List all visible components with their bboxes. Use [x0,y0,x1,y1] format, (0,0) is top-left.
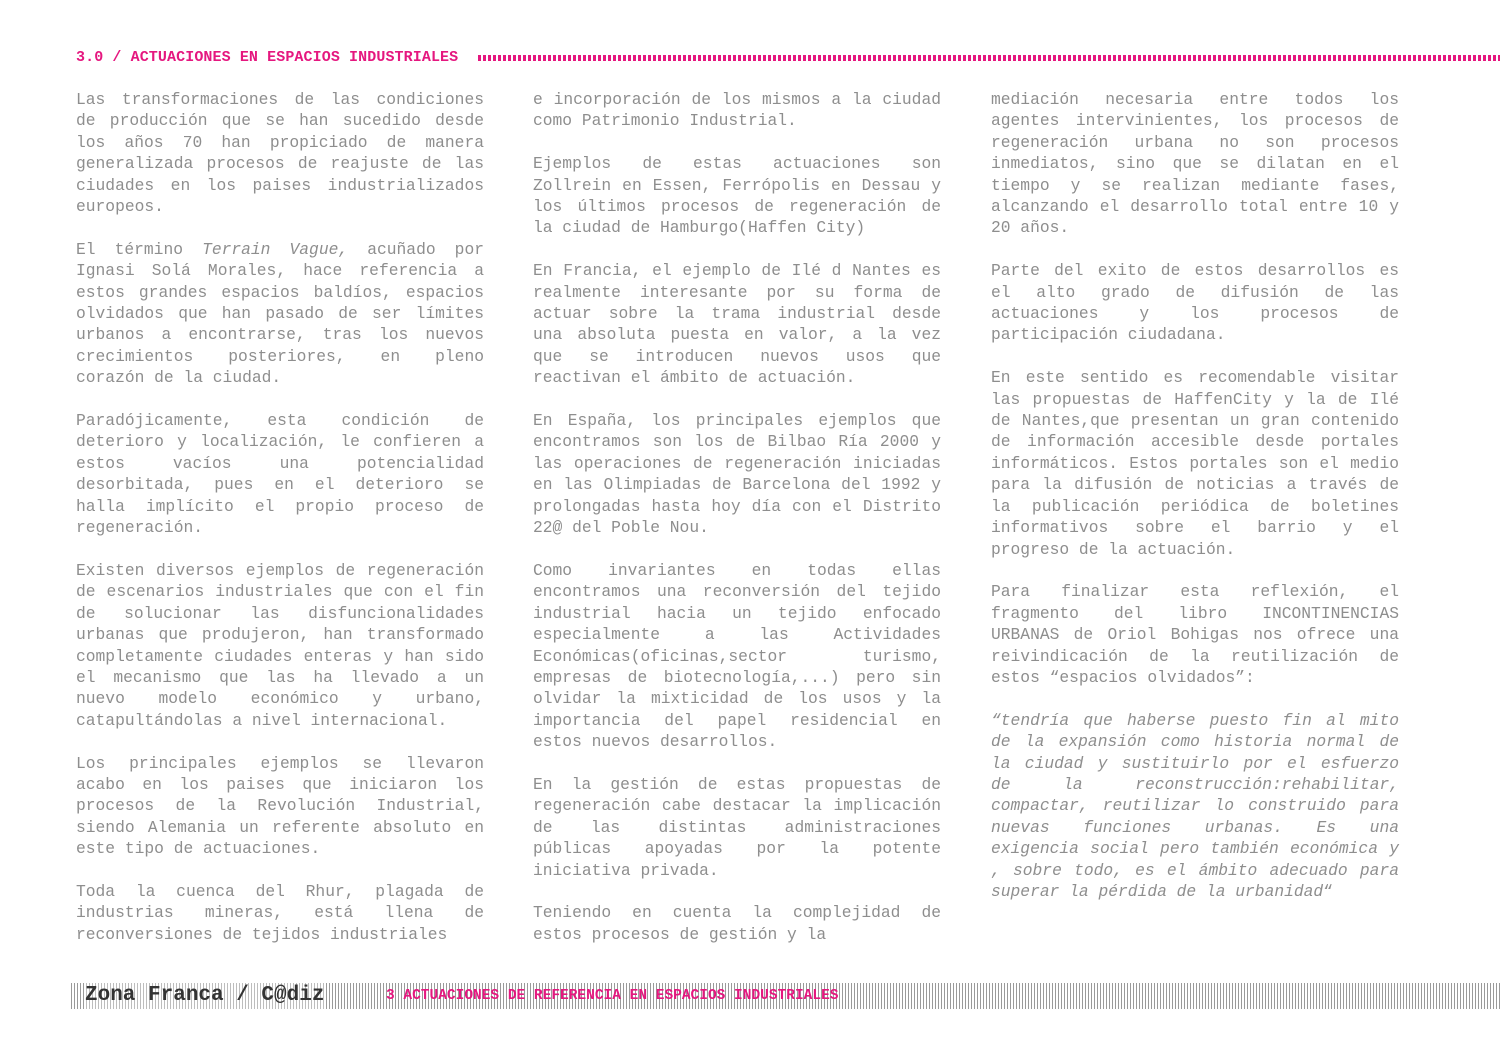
quote-block [991,710,1399,903]
paragraph: En Francia, el ejemplo de Ilé d Nantes es realmente interesante por su forma de actuar sobre la trama industrial desde una absoluta puesta en valor, a la vez que se introducen nuevos usos que reactivan el ámbito de actuación. [533,261,941,388]
footer-project-label: Zona Franca / C@diz [85,984,325,1007]
footer-section-label: 3 ACTUACIONES DE REFERENCIA EN ESPACIOS INDUSTRIALES [386,988,839,1004]
paragraph: En la gestión de estas propuestas de regeneración cabe destacar la implicación de las distintas administraciones públicas apoyadas por la potente iniciativa privada. [533,774,941,880]
text-column-1 [76,89,484,967]
term-emphasis: Terrain Vague, [202,239,349,259]
paragraph: Para finalizar esta reflexión, el fragmento del libro INCONTINENCIAS URBANAS de Oriol Bohigas nos ofrece una reivindicación de la reutilización de estos “espacios olvidados”: [991,582,1399,687]
paragraph: Existen diversos ejemplos de regeneración de escenarios industriales que con el fin de solucionar las disfuncionalidades urbanas que produjeron, han transformado completamente ciudades enteras y han sido el mecanismo que las ha llevado a un nuevo modelo económico y urbano, catapultándolas a nivel internacional. [76,560,484,730]
quote-text: tendría que haberse puesto fin al mito de la expansión como historia normal de la ciudad y sustituirlo por el esfuerzo de la reconstrucción:rehabilitar, compactar, reutilizar lo construido para nuevas funciones urbanas. Es una exigencia social pero también económica y , sobre todo, es el ámbito adecuado para superar la pérdida de la urbanidad [991,710,1399,901]
text-column-3 [991,89,1399,924]
page-footer [71,983,1500,1009]
paragraph: En España, los principales ejemplos que encontramos son los de Bilbao Ría 2000 y las operaciones de regeneración iniciadas en las Olimpiadas de Barcelona del 1992 y prolongadas hasta hoy día con el Distrito 22@ del Poble Nou. [533,411,941,538]
paragraph: Parte del exito de estos desarrollos es el alto grado de difusión de las actuaciones y los procesos de participación ciudadana. [991,261,1399,345]
quote-close-mark: “ [1323,881,1333,901]
paragraph: Los principales ejemplos se llevaron acabo en los paises que iniciaron los procesos de la Revolución Industrial, siendo Alemania un referente absoluto en este tipo de actuaciones. [76,753,484,859]
page-header [76,44,1500,70]
paragraph: Las transformaciones de las condiciones de producción que se han sucedido desde los años 70 han propiciado de manera generalizada procesos de reajuste de las ciudades en los paises industrializados europeos. [76,90,484,217]
paragraph: Toda la cuenca del Rhur, plagada de industrias mineras, está llena de reconversiones de tejidos industriales [76,881,484,944]
paragraph-text: acuñado por Ignasi Solá Morales, hace referencia a estos grandes espacios baldíos, espacios olvidados que han pasado de ser límites urbanos a encontrarse, tras los nuevos crecimientos posteriores, en pleno corazón de la ciudad. [76,239,484,388]
paragraph: Paradójicamente, esta condición de deterioro y localización, le confieren a estos vacíos una potencialidad desorbitada, pues en el deterioro se halla implícito el propio proceso de regeneración. [76,411,484,538]
paragraph [76,239,484,389]
text-column-2 [533,89,941,967]
section-title: 3.0 / ACTUACIONES EN ESPACIOS INDUSTRIALES [76,48,459,66]
header-dotted-rule [478,55,1500,61]
quote-open-mark: “ [991,710,1001,730]
paragraph-text: El término [76,239,203,259]
paragraph: Como invariantes en todas ellas encontramos una reconversión del tejido industrial hacia un tejido enfocado especialmente a las Actividades Económicas(oficinas,sector turismo, empresas de biotecnología,...) pero sin olvidar la mixticidad de los usos y la importancia del papel residencial en estos nuevos desarrollos. [533,560,941,752]
paragraph: Ejemplos de estas actuaciones son Zollrein en Essen, Ferrópolis en Dessau y los últimos procesos de regeneración de la ciudad de Hamburgo(Haffen City) [533,154,941,238]
paragraph: Teniendo en cuenta la complejidad de estos procesos de gestión y la [533,903,941,944]
paragraph: e incorporación de los mismos a la ciudad como Patrimonio Industrial. [533,90,941,131]
paragraph: En este sentido es recomendable visitar las propuestas de HaffenCity y la de Ilé de Nantes,que presentan un gran contenido de información accesible desde portales informáticos. Estos portales son el medio para la difusión de noticias a través de la publicación periódica de boletines informativos sobre el barrio y el progreso de la actuación. [991,368,1399,559]
paragraph: mediación necesaria entre todos los agentes intervinientes, los procesos de regeneración urbana no son procesos inmediatos, sino que se dilatan en el tiempo y se realizan mediante fases, alcanzando el desarrollo total entre 10 y 20 años. [991,90,1399,238]
